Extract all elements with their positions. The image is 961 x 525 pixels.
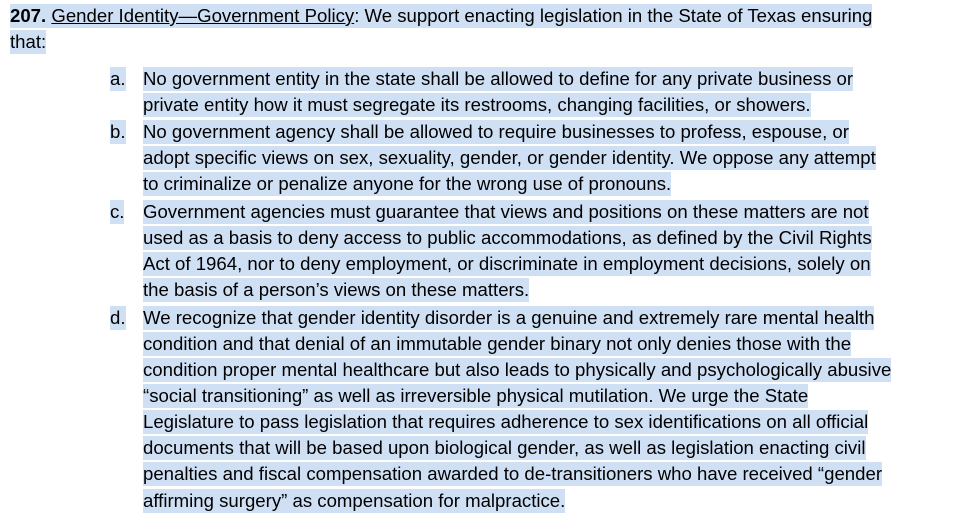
list-marker-d: d.: [110, 307, 126, 328]
item-b-line: No government agency shall be allowed to require businesses to profess, espouse, or: [143, 121, 849, 142]
item-d-line: affirming surgery” as compensation for malpractice.: [143, 490, 566, 511]
item-d-line: condition and that denial of an immutable gender binary not only denies those with the: [143, 333, 852, 354]
item-d-line: Legislature to pass legislation that requires adherence to sex identifications on all official: [143, 411, 869, 432]
item-c-line: Government agencies must guarantee that views and positions on these matters are not: [143, 201, 869, 222]
item-d-line: “social transitioning” as well as irreversible physical mutilation. We urge the State: [143, 385, 809, 406]
item-a-line: private entity how it must segregate its restrooms, changing facilities, or showers.: [143, 94, 811, 115]
item-c-line: Act of 1964, nor to deny employment, or discriminate in employment decisions, solely on: [143, 253, 871, 274]
item-d-line: condition proper mental healthcare but also leads to physically and psychologically abusive: [143, 359, 892, 380]
item-c-line: the basis of a person’s views on these matters.: [143, 279, 530, 300]
heading-text-cont: that:: [10, 31, 47, 52]
item-b-line: adopt specific views on sex, sexuality, gender, or gender identity. We oppose any attempt: [143, 147, 876, 168]
heading-line-2: [10, 29, 46, 55]
item-d-line: We recognize that gender identity disorder is a genuine and extremely rare mental health: [143, 307, 875, 328]
list-marker-b: b.: [110, 121, 126, 142]
section-title: Gender Identity—Government Policy: [51, 5, 355, 26]
item-d-line: documents that will be based upon biological gender, as well as legislation enacting civil: [143, 437, 866, 458]
section-number: 207.: [10, 5, 47, 26]
list-marker-c: c.: [110, 201, 125, 222]
heading-text: : We support enacting legislation in the State of Texas ensuring: [354, 5, 873, 26]
item-a-line: No government entity in the state shall be allowed to define for any private business or: [143, 68, 854, 89]
heading-line-1: [10, 3, 872, 29]
item-d-line: penalties and fiscal compensation awarded to de-transitioners who have received “gender: [143, 463, 883, 484]
item-b-line: to criminalize or penalize anyone for the wrong use of pronouns.: [143, 173, 672, 194]
item-c-line: used as a basis to deny access to public accommodations, as defined by the Civil Rights: [143, 227, 872, 248]
list-marker-a: a.: [110, 68, 126, 89]
